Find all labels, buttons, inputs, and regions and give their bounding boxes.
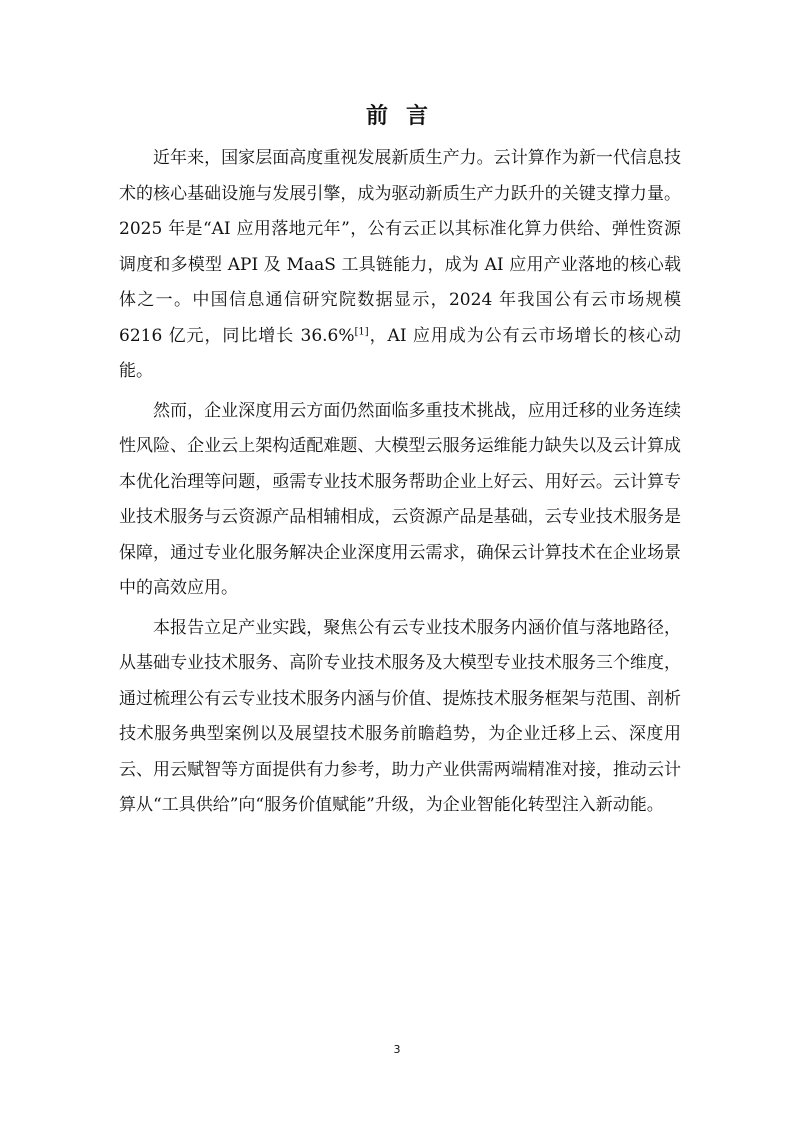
citation-reference[interactable]: [1]: [354, 325, 369, 337]
paragraph-intro: [119, 141, 681, 390]
paragraph-challenges: 然而，企业深度用云方面仍然面临多重技术挑战，应用迁移的业务连续性风险、企业云上架构适配难题、大模型云服务运维能力缺失以及云计算成本优化治理等问题，亟需专业技术服务帮助企业上好云、用好云。云计算专业技术服务与云资源产品相辅相成，云资源产品是基础，云专业技术服务是保障，通过专业化服务解决企业深度用云需求，确保云计算技术在企业场景中的高效应用。: [119, 400, 681, 598]
document-body: [119, 141, 681, 828]
paragraph-intro-text: 近年来，国家层面高度重视发展新质生产力。云计算作为新一代信息技术的核心基础设施与发展引擎，成为驱动新质生产力跃升的关键支撑力量。2025 年是“AI 应用落地元年”，公有云正以其标准化算力供给、弹性资源调度和多模型 API 及 MaaS 工具链能力，成为 AI 应用产业落地的核心载体之一。中国信息通信研究院数据显示，2024 年我国公有云市场规模 6216 亿元，同比增长 36.6%: [119, 148, 681, 346]
paragraph-report-scope: 本报告立足产业实践，聚焦公有云专业技术服务内涵价值与落地路径，从基础专业技术服务、高阶专业技术服务及大模型专业技术服务三个维度，通过梳理公有云专业技术服务内涵与价值、提炼技术服务框架与范围、剖析技术服务典型案例以及展望技术服务前瞻趋势，为企业迁移上云、深度用云、用云赋智等方面提供有力参考，助力产业供需两端精准对接，推动云计算从“工具供给”向“服务价值赋能”升级，为企业智能化转型注入新动能。: [119, 617, 681, 815]
page-title: 前言: [365, 103, 446, 129]
page-number: 3: [393, 1043, 401, 1056]
paragraph-intro-text-end: ，AI 应用成为公有云市场增长的核心动能。: [119, 325, 681, 381]
